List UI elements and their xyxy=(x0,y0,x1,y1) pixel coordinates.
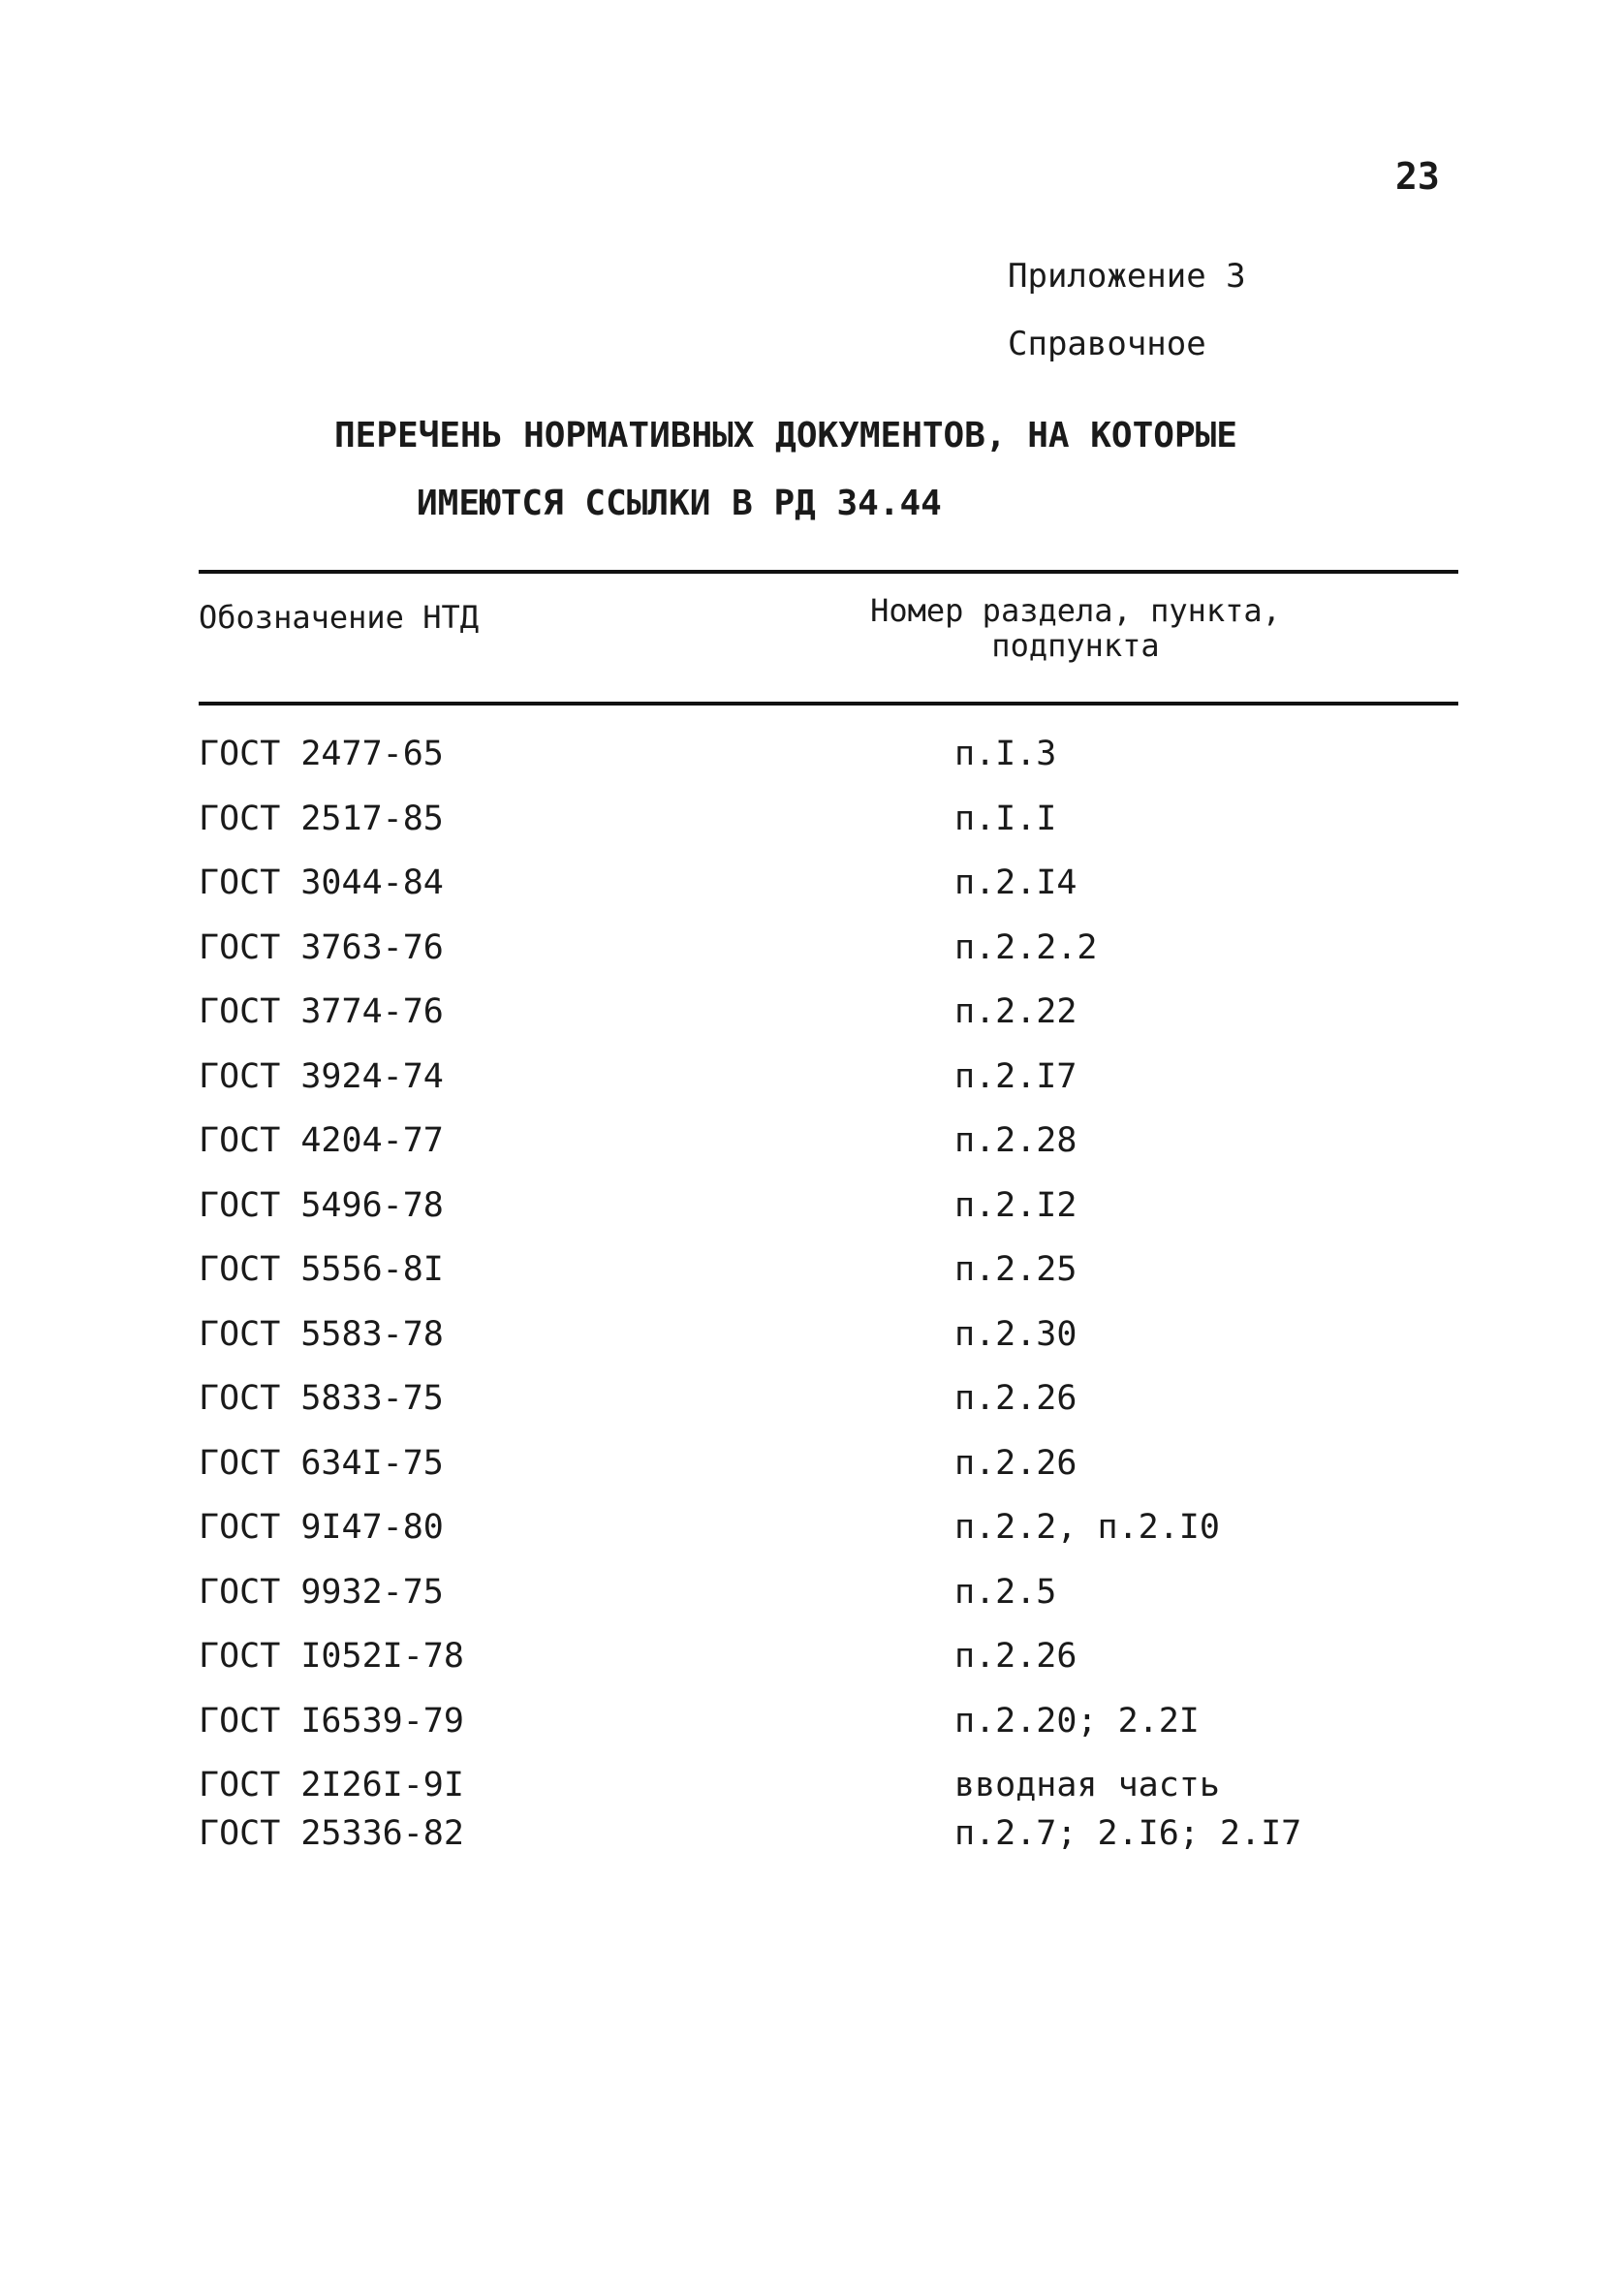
section-cell: вводная часть xyxy=(954,1766,1220,1804)
page-number: 23 xyxy=(1395,155,1440,198)
table-row xyxy=(199,1431,1458,1496)
designation-cell: ГОСТ 4204-77 xyxy=(199,1121,444,1160)
column-header-section-line-2: подпункта xyxy=(991,627,1160,664)
section-cell: п.I.3 xyxy=(954,735,1057,773)
table-row xyxy=(199,916,1458,981)
section-cell: п.2.5 xyxy=(954,1572,1057,1612)
designation-cell: ГОСТ I6539-79 xyxy=(199,1701,464,1741)
table-row xyxy=(199,1238,1458,1302)
designation-cell: ГОСТ 2477-65 xyxy=(199,735,444,773)
table-row xyxy=(199,1560,1458,1625)
designation-cell: ГОСТ 5833-75 xyxy=(199,1379,444,1418)
table-row xyxy=(199,1802,1458,1867)
section-cell: п.2.28 xyxy=(954,1121,1077,1160)
section-cell: п.2.26 xyxy=(954,1443,1077,1483)
designation-cell: ГОСТ 3044-84 xyxy=(199,863,444,902)
table-row xyxy=(199,1302,1458,1367)
section-cell: п.2.7; 2.I6; 2.I7 xyxy=(954,1814,1302,1853)
table-row xyxy=(199,1689,1458,1754)
section-cell: п.2.2, п.2.I0 xyxy=(954,1508,1220,1547)
designation-cell: ГОСТ 3774-76 xyxy=(199,992,444,1031)
column-header-designation: Обозначение НТД xyxy=(199,599,479,636)
section-cell: п.2.I2 xyxy=(954,1185,1077,1225)
designation-cell: ГОСТ 5556-8I xyxy=(199,1250,444,1289)
table-row xyxy=(199,1495,1458,1560)
section-cell: п.2.26 xyxy=(954,1637,1077,1676)
appendix-type: Справочное xyxy=(1008,325,1206,363)
designation-cell: ГОСТ 9I47-80 xyxy=(199,1508,444,1547)
table-row xyxy=(199,851,1458,916)
table-top-rule xyxy=(199,570,1458,574)
section-cell: п.2.26 xyxy=(954,1379,1077,1418)
table-row xyxy=(199,722,1458,787)
title-line-1: ПЕРЕЧЕНЬ НОРМАТИВНЫХ ДОКУМЕНТОВ, НА КОТОРЫЕ xyxy=(334,416,1237,455)
designation-cell: ГОСТ 2517-85 xyxy=(199,799,444,838)
designation-cell: ГОСТ I052I-78 xyxy=(199,1637,464,1676)
table-row xyxy=(199,787,1458,852)
section-cell: п.2.2.2 xyxy=(954,927,1098,967)
designation-cell: ГОСТ 9932-75 xyxy=(199,1572,444,1612)
designation-cell: ГОСТ 2I26I-9I xyxy=(199,1766,464,1804)
table-row xyxy=(199,1174,1458,1239)
title-line-2: ИМЕЮТСЯ ССЫЛКИ В РД 34.44 xyxy=(417,484,942,523)
column-header-section xyxy=(824,593,1327,663)
table-row xyxy=(199,1366,1458,1431)
table-body xyxy=(199,722,1458,1867)
table-row xyxy=(199,1045,1458,1110)
column-header-section-line-1: Номер раздела, пункта, xyxy=(870,592,1281,629)
appendix-block xyxy=(1008,242,1246,378)
table-row xyxy=(199,1109,1458,1174)
table-row xyxy=(199,1753,1458,1802)
designation-cell: ГОСТ 5583-78 xyxy=(199,1314,444,1354)
table-row xyxy=(199,980,1458,1045)
section-cell: п.2.20; 2.2I xyxy=(954,1701,1200,1741)
designation-cell: ГОСТ 3763-76 xyxy=(199,927,444,967)
document-title xyxy=(334,402,1497,538)
designation-cell: ГОСТ 634I-75 xyxy=(199,1443,444,1483)
section-cell: п.2.22 xyxy=(954,992,1077,1031)
section-cell: п.2.30 xyxy=(954,1314,1077,1354)
table-header-rule xyxy=(199,702,1458,706)
designation-cell: ГОСТ 25336-82 xyxy=(199,1814,464,1853)
section-cell: п.I.I xyxy=(954,799,1057,838)
section-cell: п.2.I7 xyxy=(954,1056,1077,1096)
appendix-label: Приложение 3 xyxy=(1008,257,1246,296)
designation-cell: ГОСТ 5496-78 xyxy=(199,1185,444,1225)
section-cell: п.2.25 xyxy=(954,1250,1077,1289)
designation-cell: ГОСТ 3924-74 xyxy=(199,1056,444,1096)
table-row xyxy=(199,1624,1458,1689)
section-cell: п.2.I4 xyxy=(954,863,1077,902)
